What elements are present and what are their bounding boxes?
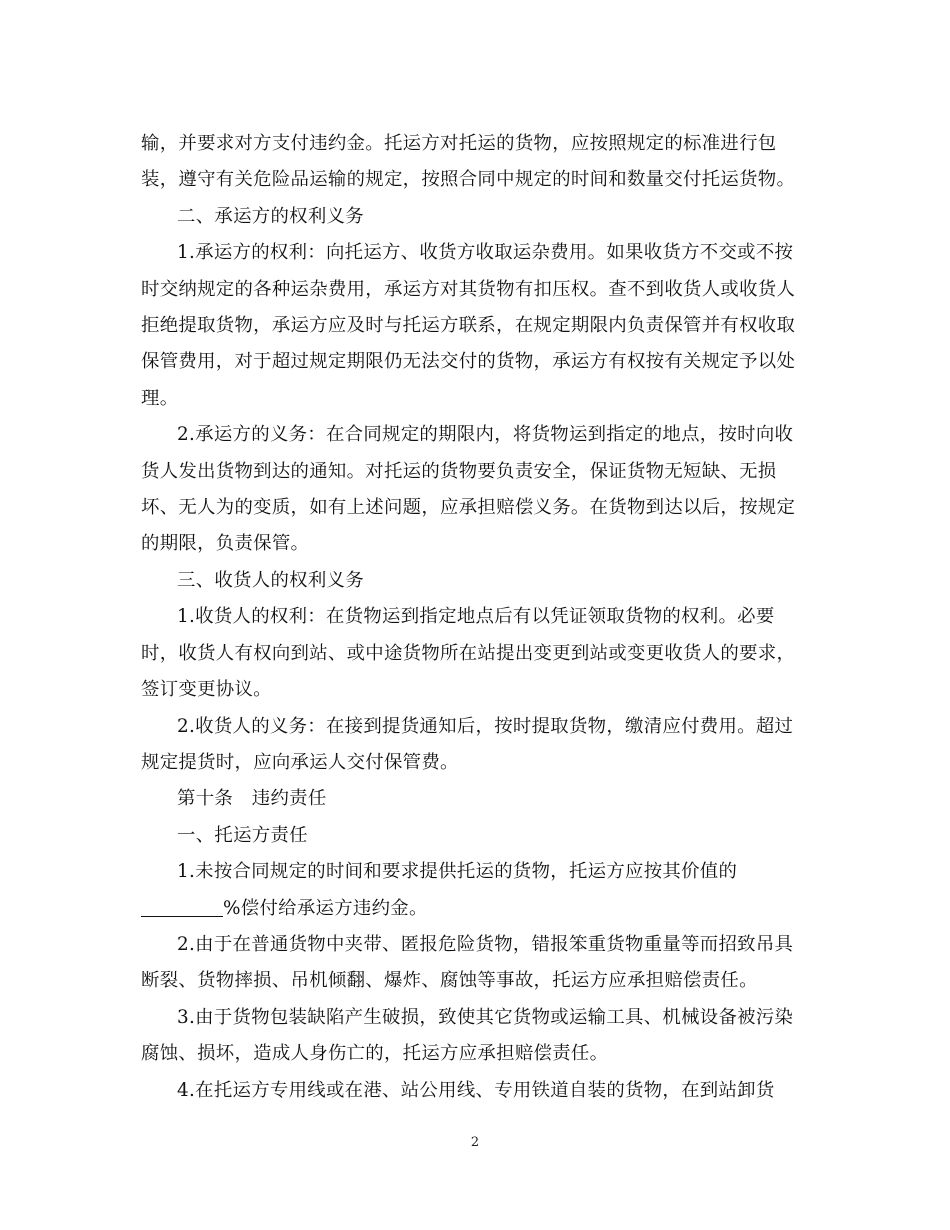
blank-suffix-text: %偿付给承运方违约金。 (223, 897, 428, 919)
document-body (141, 126, 796, 1109)
page-number: 2 (470, 1135, 480, 1150)
paragraph-shipper-liability-1-cont (141, 891, 796, 927)
section-heading-shipper-liability: 一、托运方责任 (177, 824, 308, 846)
paragraph-shipper-liability-4: 4.在托运方专用线或在港、站公用线、专用铁道自装的货物，在到站卸货 (177, 1079, 775, 1101)
paragraph-carrier-duties: 2.承运方的义务：在合同规定的期限内，将货物运到指定的地点，按时向收货人发出货物到达的通知。对托运的货物要负责安全，保证货物无短缺、无损坏、无人为的变质，如有上述问题，应承担赔偿义务。在货物到达以后，按规定的期限，负责保管。 (141, 424, 796, 555)
article-heading-liability: 第十条 违约责任 (177, 788, 327, 810)
paragraph-shipper-liability-1: 1.未按合同规定的时间和要求提供托运的货物，托运方应按其价值的 (177, 861, 738, 883)
paragraph-shipper-liability-2: 2.由于在普通货物中夹带、匿报危险货物，错报笨重货物重量等而招致吊具断裂、货物摔损、吊机倾翻、爆炸、腐蚀等事故，托运方应承担赔偿责任。 (141, 933, 794, 992)
paragraph-consignee-duties: 2.收货人的义务：在接到提货通知后，按时提取货物，缴清应付费用。超过规定提货时，应向承运人交付保管费。 (141, 715, 794, 773)
paragraph-shipper-liability-3: 3.由于货物包装缺陷产生破损，致使其它货物或运输工具、机械设备被污染腐蚀、损坏，造成人身伤亡的，托运方应承担赔偿责任。 (141, 1006, 794, 1065)
fill-in-blank (141, 896, 223, 917)
paragraph-continuation: 输，并要求对方支付违约金。托运方对托运的货物，应按照规定的标准进行包装，遵守有关危险品运输的规定，按照合同中规定的时间和数量交付托运货物。 (141, 133, 796, 191)
section-heading-consignee: 三、收货人的权利义务 (177, 569, 364, 591)
paragraph-consignee-rights: 1.收货人的权利：在货物运到指定地点后有以凭证领取货物的权利。必要时，收货人有权向到站、或中途货物所在站提出变更到站或变更收货人的要求，签订变更协议。 (141, 606, 796, 701)
section-heading-carrier: 二、承运方的权利义务 (177, 205, 364, 227)
paragraph-carrier-rights: 1.承运方的权利：向托运方、收货方收取运杂费用。如果收货方不交或不按时交纳规定的各种运杂费用，承运方对其货物有扣压权。查不到收货人或收货人拒绝提取货物，承运方应及时与托运方联系，在规定期限内负责保管并有权收取保管费用，对于超过规定期限仍无法交付的货物，承运方有权按有关规定予以处理。 (141, 242, 796, 409)
